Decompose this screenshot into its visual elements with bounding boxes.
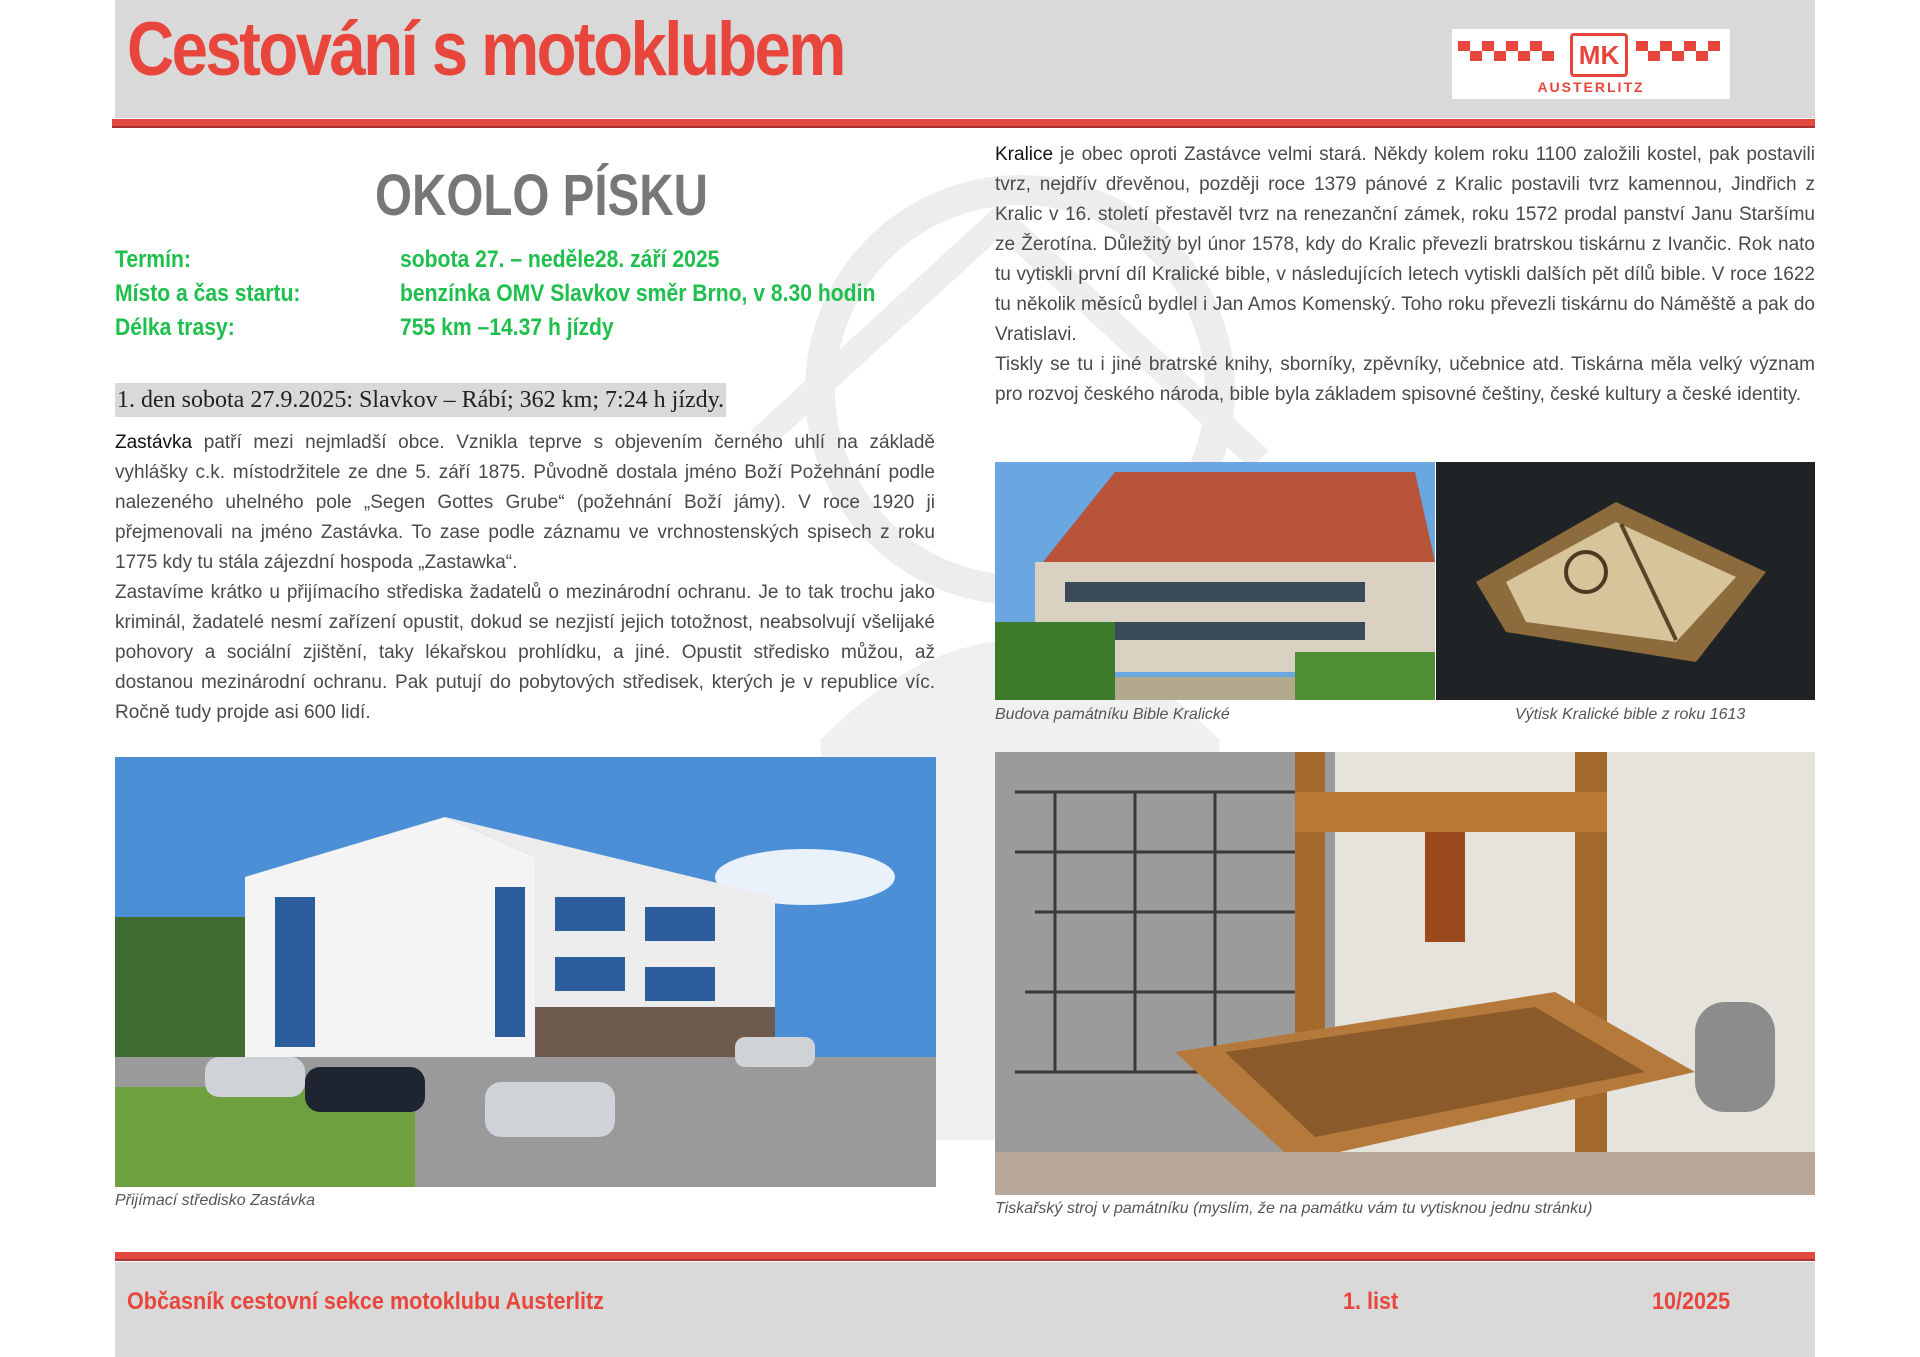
- info-value: sobota 27. – neděle28. září 2025: [400, 246, 720, 273]
- photo-kralice-bible: [1436, 462, 1815, 700]
- right-article: [995, 140, 1815, 410]
- caption-bible-copy: Výtisk Kralické bible z roku 1613: [1515, 706, 1746, 723]
- motoclub-logo: [1452, 29, 1730, 99]
- footer-sheet-number: 1. list: [1343, 1288, 1399, 1315]
- right-article-p1: [995, 140, 1815, 350]
- info-label: Místo a čas startu:: [115, 280, 301, 307]
- day-heading: 1. den sobota 27.9.2025: Slavkov – Rábí; 362 km; 7:24 h jízdy.: [115, 383, 726, 417]
- info-value: 755 km –14.37 h jízdy: [400, 314, 614, 341]
- photo-refugee-center: [115, 757, 936, 1187]
- caption-refugee-center: Přijímací středisko Zastávka: [115, 1192, 316, 1209]
- footer-rule: [115, 1252, 1815, 1261]
- left-article-p2: Zastavíme krátko u přijímacího střediska žadatelů o mezinárodní ochranu. Je to tak trochu jako kriminál, žadatelé nesmí zařízení opustit, dokud se nezjistí jejich totožnost, neabsolvují všelijaké pohovory a sociální zjištění, taky lékařskou prohlídku, a jiné. Opustit středisko můžou, až dostanou mezinárodní ochranu. Pak putují do pobytových středisek, kterých je v republice víc. Ročně tudy projde asi 600 lidí.: [115, 582, 935, 723]
- info-label: Délka trasy:: [115, 314, 235, 341]
- caption-museum-building: Budova památníku Bible Kralické: [995, 706, 1230, 723]
- info-value: benzínka OMV Slavkov směr Brno, v 8.30 hodin: [400, 280, 876, 307]
- left-article: [115, 428, 935, 728]
- logo-name: AUSTERLITZ: [1537, 79, 1645, 95]
- photo-printing-press: [995, 752, 1815, 1195]
- footer-issue: 10/2025: [1652, 1288, 1731, 1315]
- left-article-p1: [115, 428, 935, 578]
- photo-museum-building: [995, 462, 1435, 700]
- paragraph-text: je obec oproti Zastávce velmi stará. Někdy kolem roku 1100 založili kostel, pak postavili tvrz, nejdřív dřevěnou, později roce 1379 pánové z Kralic postavili tvrz kamennou, Jindřich z Kralic v 16. století přestavěl tvrz na renezanční zámek, roku 1572 prodal panství Janu Staršímu ze Žerotína. Důležitý byl únor 1578, kdy do Kralic převezli bratrskou tiskárnu z Ivančic. Rok nato tu vytiskli první díl Kralické bible, v následujících letech vytiskli dalších pět dílů bible. V roce 1622 tu několik měsíců bydlel i Jan Amos Komenský. Toho roku převezli tiskárnu do Náměště a pak do Vratislavi.: [995, 144, 1815, 345]
- site-title: Cestování s motoklubem: [127, 7, 844, 92]
- place-keyword: Zastávka: [115, 432, 193, 453]
- paragraph-text: patří mezi nejmladší obce. Vznikla teprve s objevením černého uhlí na základě vyhlášky c.k. místodržitele ze dne 5. září 1875. Původně dostala jméno Boží Požehnání podle nalezeného uhelného pole „Segen Gottes Grube“ (požehnání Boží jámy). V roce 1920 ji přejmenovali na jméno Zastávka. To zase podle záznamu ve vrchnostenských spisech z roku 1775 kdy tu stála zájezdní hospoda „Zastawka“.: [115, 432, 935, 573]
- place-keyword: Kralice: [995, 144, 1054, 165]
- info-label: Termín:: [115, 246, 191, 273]
- header-rule: [112, 119, 1815, 128]
- caption-printing-press: Tiskařský stroj v památníku (myslím, že na památku vám tu vytisknou jednu stránku): [995, 1200, 1593, 1217]
- right-article-p2: Tiskly se tu i jiné bratrské knihy, sborníky, zpěvníky, učebnice atd. Tiskárna měla velký význam pro rozvoj českého národa, bible byla základem spisovné češtiny, české kultury a české identity.: [995, 354, 1815, 405]
- footer-publication: Občasník cestovní sekce motoklubu Austerlitz: [127, 1288, 604, 1315]
- logo-mark: MK: [1570, 33, 1628, 77]
- trip-title: OKOLO PÍSKU: [375, 163, 708, 228]
